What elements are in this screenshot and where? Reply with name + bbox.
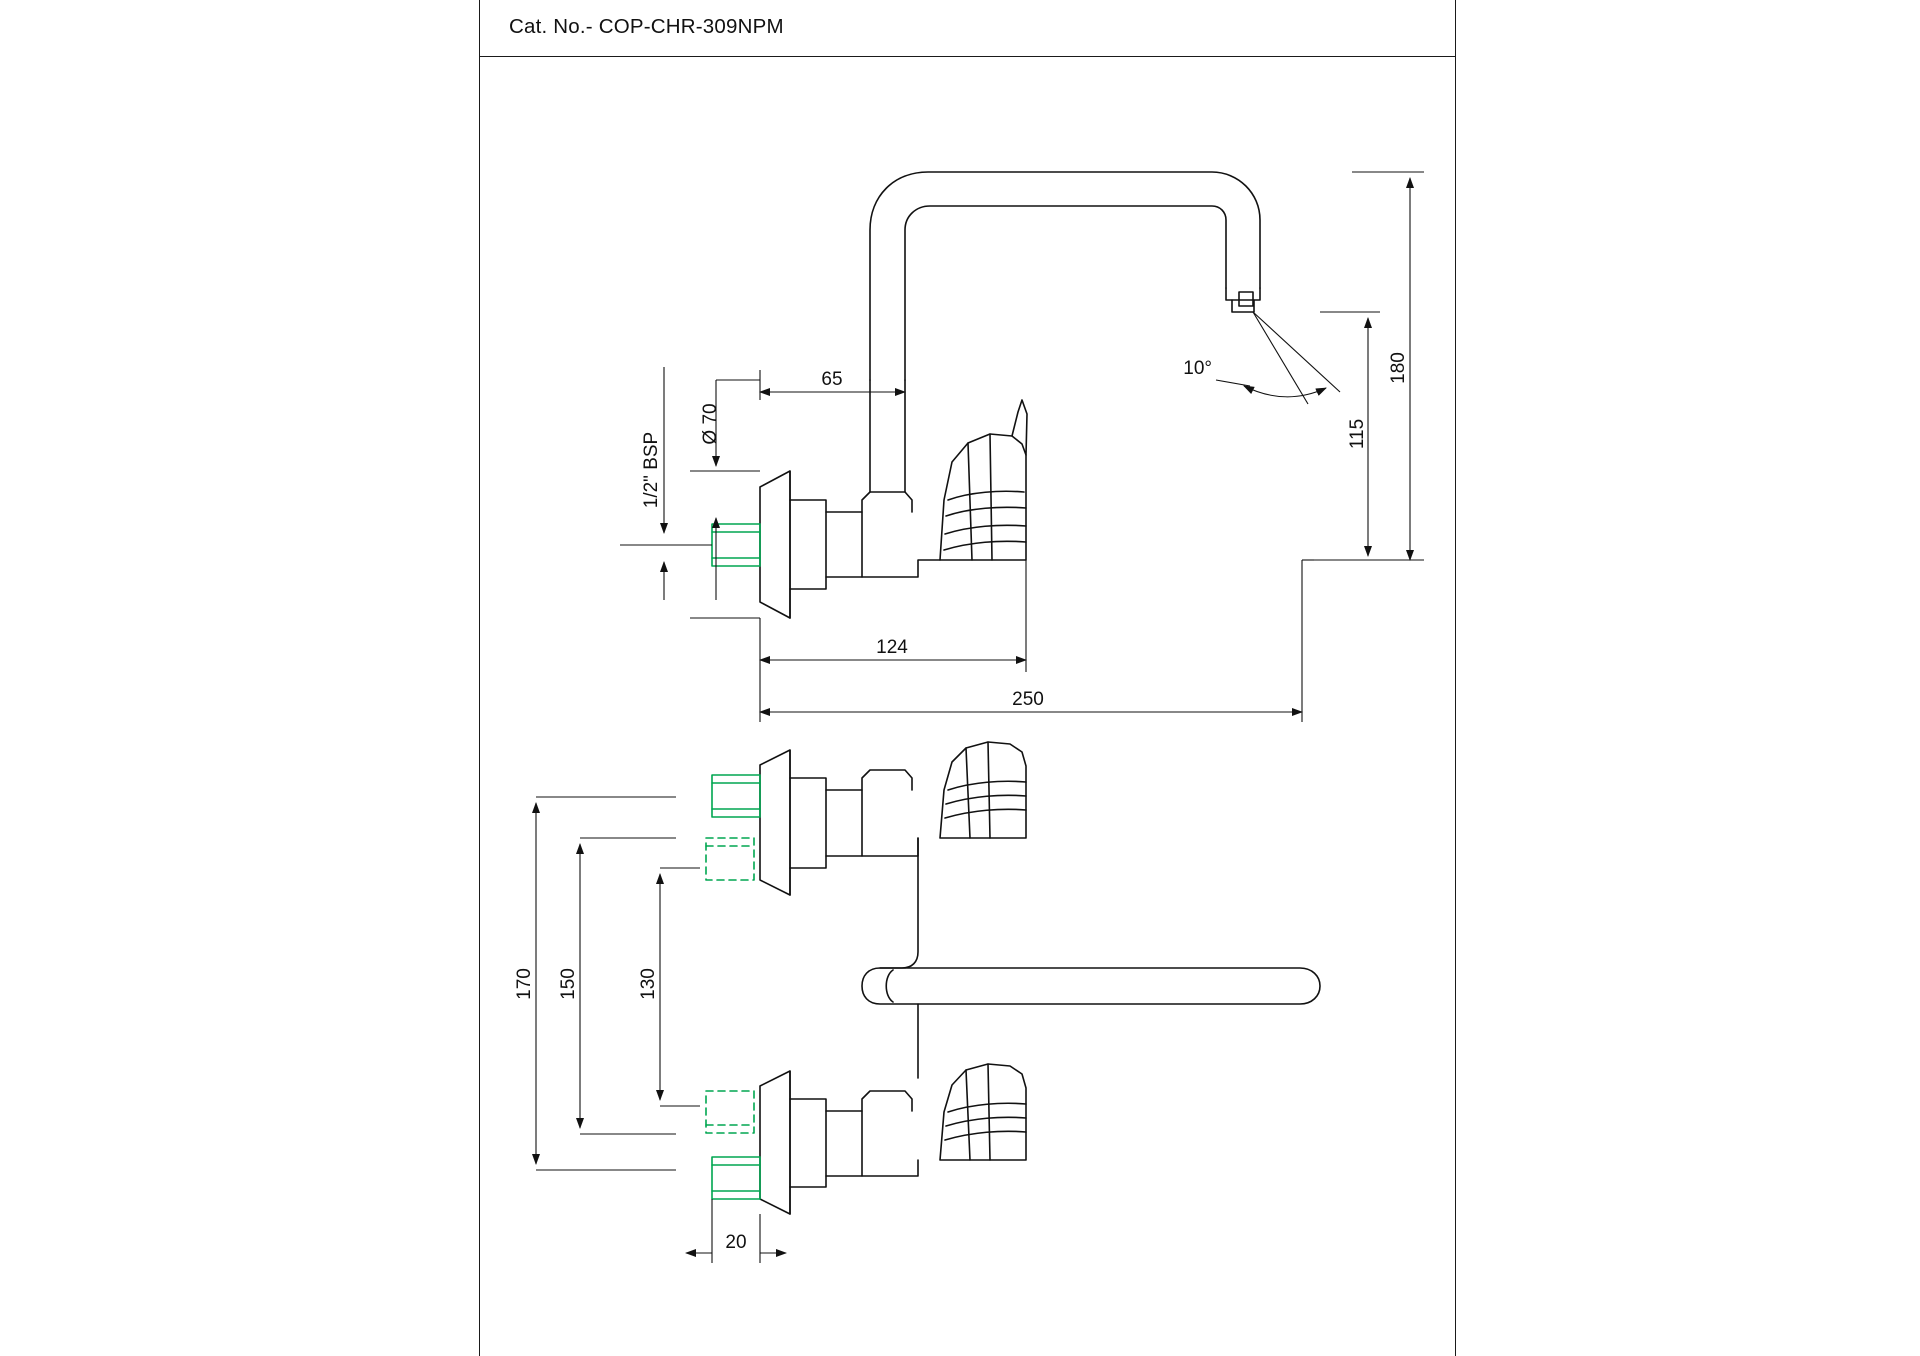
- dim-label-inlet-projection: 20: [725, 1232, 747, 1253]
- dim-label-body-depth: 124: [876, 637, 908, 658]
- title-block: [479, 0, 1456, 57]
- catalogue-number: Cat. No.- COP-CHR-309NPM: [509, 15, 784, 38]
- dim-label-overall-reach: 250: [1012, 689, 1044, 710]
- dim-label-outlet-angle: 10°: [1183, 358, 1212, 379]
- dim-label-spout-height: 115: [1347, 418, 1368, 450]
- dim-label-inlet-centres-middle: 150: [558, 968, 579, 1000]
- dim-label-spout-base-offset: 65: [821, 369, 843, 390]
- dim-label-inlet-centres-inner: 130: [638, 968, 659, 1000]
- dim-label-overall-height: 180: [1388, 352, 1409, 384]
- drawing-sheet-frame: [479, 0, 1456, 1356]
- dim-label-thread-size: 1/2" BSP: [641, 431, 662, 509]
- dim-label-flange-diameter: Ø 70: [700, 403, 721, 445]
- dim-label-inlet-centres-outer: 170: [514, 968, 535, 1000]
